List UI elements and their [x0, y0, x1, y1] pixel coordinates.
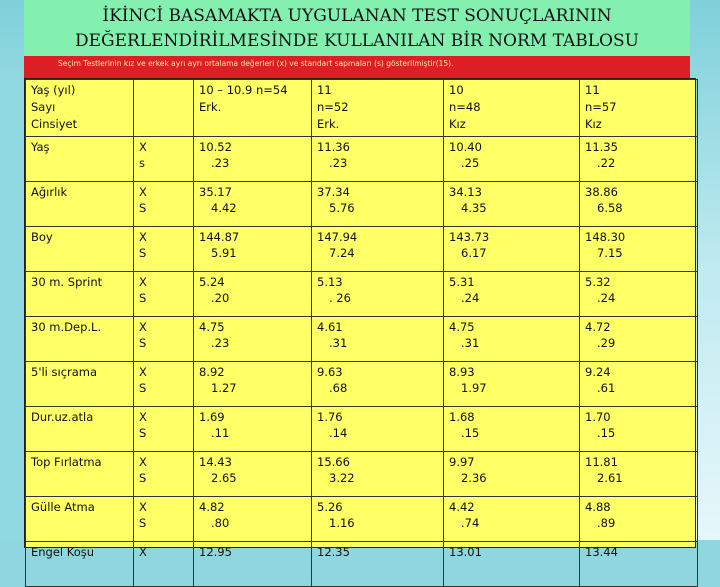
value-cell — [194, 182, 312, 227]
row-stat — [134, 182, 194, 227]
value-cell-line-2: 1.27 — [211, 381, 237, 395]
row-label-line-1: Yaş — [31, 140, 50, 154]
header-group-3 — [444, 80, 580, 137]
value-cell — [444, 452, 580, 497]
row-stat-line-2: S — [139, 381, 147, 395]
slide-title — [24, 4, 690, 54]
value-cell-line-1: 9.24 — [585, 365, 611, 379]
value-cell-line-2: 1.97 — [461, 381, 487, 395]
header-count-label: Sayı — [31, 100, 56, 114]
value-cell-line-2: .23 — [211, 156, 230, 170]
value-cell — [444, 407, 580, 452]
value-cell-line-1: 144.87 — [199, 230, 240, 244]
value-cell-line-1: 14.43 — [199, 455, 232, 469]
value-cell-line-1: 4.72 — [585, 320, 611, 334]
header-group-3-line-3: Kız — [449, 117, 466, 131]
header-group-4-line-2: n=57 — [585, 100, 617, 114]
row-stat-line-1: X — [139, 455, 147, 469]
header-labels-cell — [26, 80, 134, 137]
value-cell-line-2: .31 — [329, 336, 348, 350]
value-cell-line-2: 5.76 — [329, 201, 355, 215]
value-cell-line-2: .23 — [329, 156, 348, 170]
header-group-2-line-3: Erk. — [317, 117, 340, 131]
row-stat-line-2: S — [139, 336, 147, 350]
value-cell-line-1: 15.66 — [317, 455, 350, 469]
row-stat — [134, 317, 194, 362]
row-label-line-1: Engel Koşu — [31, 545, 95, 559]
table-row — [26, 137, 698, 182]
value-cell — [312, 272, 444, 317]
value-cell-line-1: 143.73 — [449, 230, 490, 244]
value-cell — [312, 452, 444, 497]
value-cell — [444, 317, 580, 362]
value-cell — [194, 542, 312, 587]
value-cell — [580, 452, 698, 497]
value-cell — [194, 452, 312, 497]
value-cell-line-2: 7.15 — [597, 246, 623, 260]
value-cell — [194, 497, 312, 542]
value-cell-line-2: .14 — [329, 426, 348, 440]
value-cell-line-1: 1.69 — [199, 410, 225, 424]
value-cell — [312, 542, 444, 587]
row-stat-line-2: S — [139, 471, 147, 485]
value-cell-line-2: 2.65 — [211, 471, 237, 485]
row-label — [26, 452, 134, 497]
value-cell — [580, 542, 698, 587]
value-cell-line-2: .22 — [597, 156, 616, 170]
row-stat-line-1: X — [139, 275, 147, 289]
value-cell-line-2: .23 — [211, 336, 230, 350]
header-group-1-line-2: Erk. — [199, 100, 222, 114]
value-cell-line-2: .24 — [597, 291, 616, 305]
value-cell-line-1: 5.13 — [317, 275, 343, 289]
value-cell — [580, 272, 698, 317]
table-row — [26, 227, 698, 272]
value-cell-line-1: 147.94 — [317, 230, 358, 244]
header-group-2-line-2: n=52 — [317, 100, 349, 114]
row-stat-line-2: S — [139, 291, 147, 305]
table-row — [26, 317, 698, 362]
row-label-line-1: 30 m. Sprint — [31, 275, 103, 289]
value-cell — [580, 362, 698, 407]
value-cell-line-1: 5.24 — [199, 275, 225, 289]
value-cell-line-2: .24 — [461, 291, 480, 305]
row-label — [26, 227, 134, 272]
value-cell-line-1: 8.92 — [199, 365, 225, 379]
value-cell — [312, 227, 444, 272]
value-cell-line-2: .25 — [461, 156, 480, 170]
value-cell-line-2: .31 — [461, 336, 480, 350]
row-stat — [134, 272, 194, 317]
value-cell — [444, 227, 580, 272]
value-cell-line-2: .89 — [597, 516, 616, 530]
value-cell-line-2: 5.91 — [211, 246, 237, 260]
row-stat-line-1: X — [139, 500, 147, 514]
row-stat — [134, 407, 194, 452]
subtitle-text: Seçim Testlerinin kız ve erkek ayrı ayrı ortalama değerleri (x) ve standart sapmaları (s) gösterilmiştir(15). — [58, 59, 454, 68]
header-group-1-line-1: 10 – 10.9 n=54 — [199, 83, 288, 97]
value-cell-line-1: 5.26 — [317, 500, 343, 514]
row-label-line-1: 5'li sıçrama — [31, 365, 98, 379]
value-cell-line-2: .20 — [211, 291, 230, 305]
header-stat-cell — [134, 80, 194, 137]
value-cell-line-1: 4.42 — [449, 500, 475, 514]
title-line-1: İKİNCİ BASAMAKTA UYGULANAN TEST SONUÇLARININ — [102, 6, 612, 26]
row-stat — [134, 227, 194, 272]
row-stat-line-2: S — [139, 201, 147, 215]
row-label — [26, 317, 134, 362]
row-label — [26, 407, 134, 452]
value-cell — [312, 182, 444, 227]
row-label — [26, 542, 134, 587]
row-label-line-1: Gülle Atma — [31, 500, 95, 514]
value-cell-line-2: 2.61 — [597, 471, 623, 485]
value-cell-line-2: 6.17 — [461, 246, 487, 260]
title-line-2: DEĞERLENDİRİLMESİNDE KULLANILAN BİR NORM TABLOSU — [75, 31, 639, 51]
row-label-line-1: 30 m.Dep.L. — [31, 320, 102, 334]
value-cell-line-1: 13.44 — [585, 545, 618, 559]
value-cell-line-1: 4.61 — [317, 320, 343, 334]
value-cell — [580, 407, 698, 452]
value-cell-line-2: .15 — [597, 426, 616, 440]
value-cell-line-2: 7.24 — [329, 246, 355, 260]
row-stat-line-1: X — [139, 140, 147, 154]
value-cell-line-2: 3.22 — [329, 471, 355, 485]
table-row — [26, 407, 698, 452]
value-cell-line-1: 11.35 — [585, 140, 618, 154]
value-cell — [312, 317, 444, 362]
value-cell-line-2: 2.36 — [461, 471, 487, 485]
value-cell — [444, 182, 580, 227]
value-cell — [194, 272, 312, 317]
value-cell-line-1: 1.68 — [449, 410, 475, 424]
row-label-line-1: Dur.uz.atla — [31, 410, 94, 424]
row-label-line-1: Top Fırlatma — [31, 455, 102, 469]
header-group-4-line-1: 11 — [585, 83, 600, 97]
row-stat — [134, 542, 194, 587]
value-cell — [194, 137, 312, 182]
value-cell — [312, 407, 444, 452]
value-cell-line-2: .15 — [461, 426, 480, 440]
header-group-3-line-2: n=48 — [449, 100, 481, 114]
value-cell — [580, 317, 698, 362]
left-margin-strip — [0, 78, 24, 540]
value-cell-line-2: .74 — [461, 516, 480, 530]
value-cell-line-2: .29 — [597, 336, 616, 350]
header-group-4-line-3: Kız — [585, 117, 602, 131]
value-cell-line-1: 37.34 — [317, 185, 350, 199]
header-age-label: Yaş (yıl) — [31, 83, 76, 97]
table-row — [26, 362, 698, 407]
table-row — [26, 452, 698, 497]
value-cell-line-1: 34.13 — [449, 185, 482, 199]
value-cell-line-2: .11 — [211, 426, 230, 440]
row-stat — [134, 452, 194, 497]
value-cell-line-2: . 26 — [329, 291, 351, 305]
value-cell — [444, 272, 580, 317]
row-stat-line-2: S — [139, 246, 147, 260]
value-cell-line-1: 4.75 — [449, 320, 475, 334]
value-cell — [312, 362, 444, 407]
value-cell-line-1: 12.95 — [199, 545, 232, 559]
table-row — [26, 497, 698, 542]
value-cell-line-2: .68 — [329, 381, 348, 395]
row-stat-line-1: X — [139, 230, 147, 244]
row-stat-line-1: X — [139, 320, 147, 334]
row-label — [26, 182, 134, 227]
row-stat — [134, 362, 194, 407]
row-stat-line-2: S — [139, 426, 147, 440]
value-cell — [194, 362, 312, 407]
value-cell-line-1: 8.93 — [449, 365, 475, 379]
norm-table — [24, 78, 696, 559]
value-cell-line-2: 6.58 — [597, 201, 623, 215]
table-row — [26, 182, 698, 227]
value-cell-line-2: .61 — [597, 381, 616, 395]
header-group-3-line-1: 10 — [449, 83, 464, 97]
row-stat — [134, 497, 194, 542]
value-cell-line-1: 1.76 — [317, 410, 343, 424]
row-label-line-1: Ağırlık — [31, 185, 68, 199]
row-label — [26, 137, 134, 182]
header-group-2-line-1: 11 — [317, 83, 332, 97]
table-header-row — [26, 80, 698, 137]
row-label-line-1: Boy — [31, 230, 53, 244]
value-cell-line-1: 10.52 — [199, 140, 232, 154]
value-cell — [580, 227, 698, 272]
value-cell-line-1: 5.31 — [449, 275, 475, 289]
value-cell-line-1: 11.36 — [317, 140, 350, 154]
value-cell — [444, 137, 580, 182]
value-cell — [444, 542, 580, 587]
value-cell — [444, 497, 580, 542]
value-cell-line-1: 148.30 — [585, 230, 626, 244]
row-label — [26, 362, 134, 407]
value-cell-line-1: 4.75 — [199, 320, 225, 334]
value-cell-line-1: 4.82 — [199, 500, 225, 514]
value-cell — [580, 497, 698, 542]
value-cell — [194, 317, 312, 362]
value-cell — [580, 182, 698, 227]
value-cell-line-1: 12.35 — [317, 545, 350, 559]
value-cell — [312, 497, 444, 542]
value-cell — [194, 227, 312, 272]
header-group-2 — [312, 80, 444, 137]
header-group-1 — [194, 80, 312, 137]
value-cell-line-1: 4.88 — [585, 500, 611, 514]
value-cell-line-1: 13.01 — [449, 545, 482, 559]
value-cell — [444, 362, 580, 407]
row-stat-line-2: s — [139, 156, 145, 170]
table-row — [26, 272, 698, 317]
row-stat — [134, 137, 194, 182]
value-cell-line-1: 5.32 — [585, 275, 611, 289]
value-cell — [194, 407, 312, 452]
value-cell-line-1: 35.17 — [199, 185, 232, 199]
value-cell-line-2: 1.16 — [329, 516, 355, 530]
value-cell-line-1: 9.63 — [317, 365, 343, 379]
row-stat-line-1: X — [139, 365, 147, 379]
value-cell-line-1: 11.81 — [585, 455, 618, 469]
row-label — [26, 272, 134, 317]
value-cell-line-2: 4.42 — [211, 201, 237, 215]
row-stat-line-1: X — [139, 410, 147, 424]
row-label — [26, 497, 134, 542]
value-cell-line-2: .80 — [211, 516, 230, 530]
value-cell — [312, 137, 444, 182]
value-cell-line-1: 1.70 — [585, 410, 611, 424]
row-stat-line-1: X — [139, 545, 147, 559]
header-sex-label: Cinsiyet — [31, 117, 78, 131]
value-cell-line-1: 9.97 — [449, 455, 475, 469]
row-stat-line-1: X — [139, 185, 147, 199]
value-cell-line-1: 10.40 — [449, 140, 482, 154]
value-cell-line-1: 38.86 — [585, 185, 618, 199]
header-group-4 — [580, 80, 698, 137]
value-cell-line-2: 4.35 — [461, 201, 487, 215]
row-stat-line-2: S — [139, 516, 147, 530]
value-cell — [580, 137, 698, 182]
table-row — [26, 542, 698, 587]
